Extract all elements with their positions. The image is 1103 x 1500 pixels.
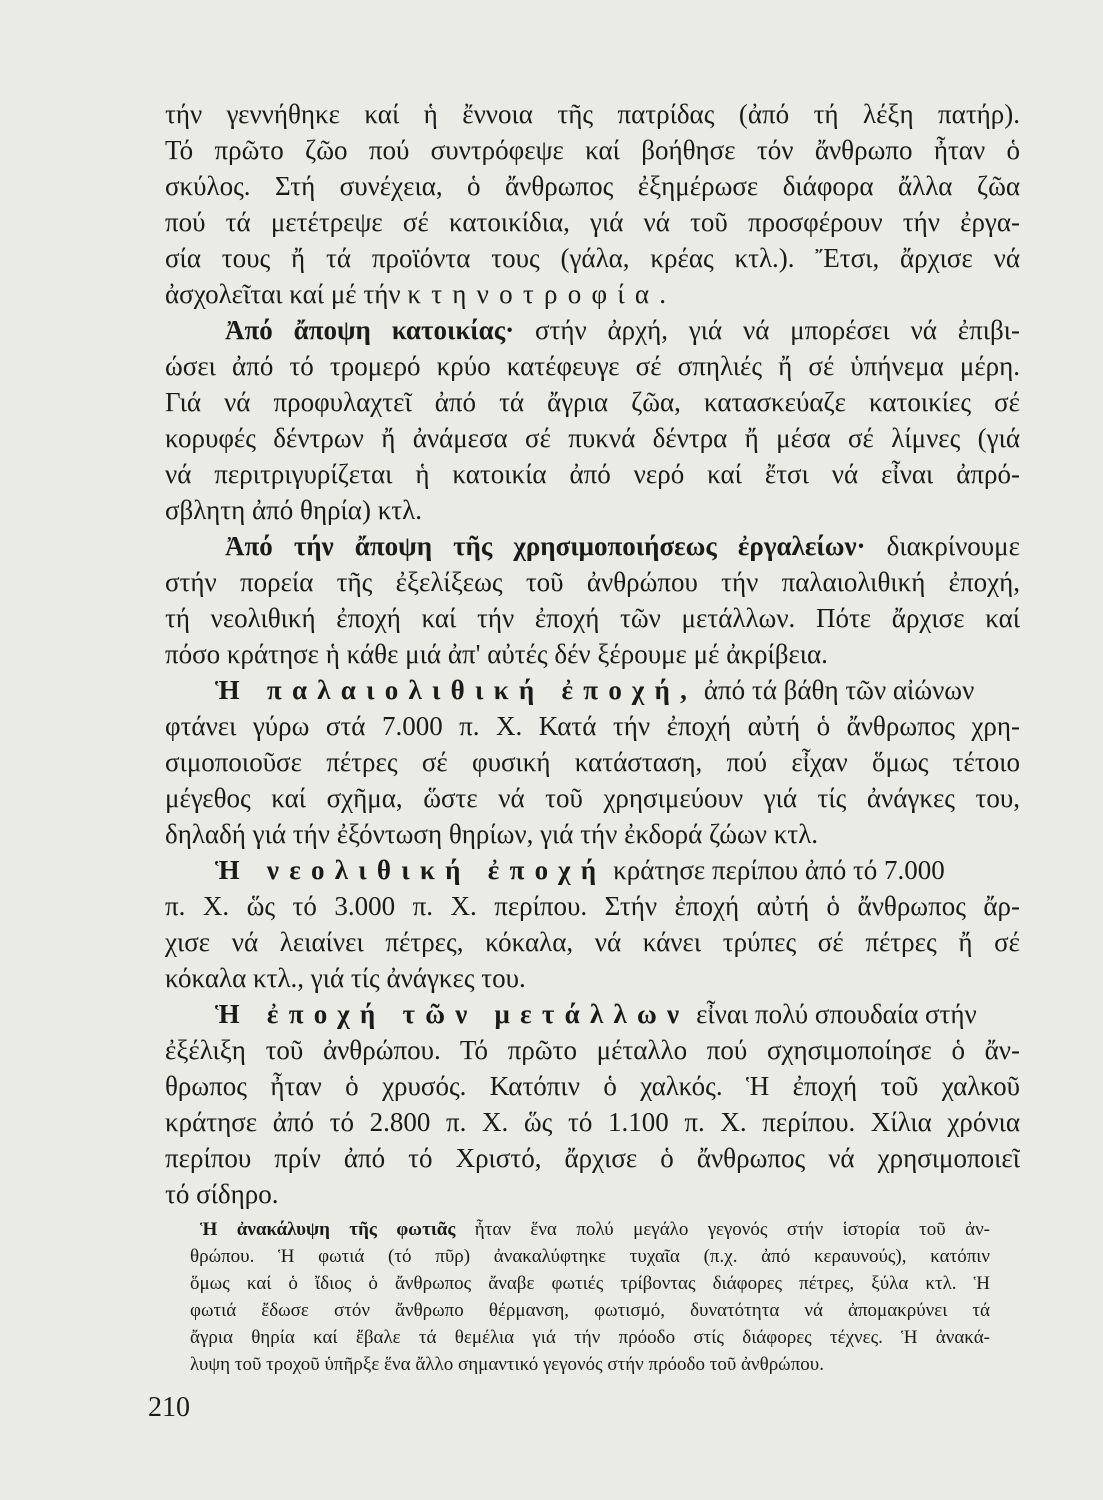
text-line: σιμοποιοῦσε πέτρες σέ φυσική κατάσταση, πού εἶχαν ὅμως τέτοιο bbox=[165, 747, 1020, 777]
text-segment: ἀπό τά βάθη τῶν αἰώνων bbox=[703, 675, 975, 705]
text-line: σβλητη ἀπό θηρία) κτλ. bbox=[165, 495, 422, 525]
section-heading-paleolithic: Ἡ παλαιολιθική ἐποχή, bbox=[215, 675, 698, 705]
text-line: π. Χ. ὥς τό 3.000 π. Χ. περίπου. Στήν ἐποχή αὐτή ὁ ἄνθρωπος ἄρ- bbox=[165, 891, 1020, 921]
text-line: πόσο κράτησε ἡ κάθε μιά ἀπ' αὐτές δέν ξέρουμε μέ ἀκρίβεια. bbox=[165, 639, 828, 669]
text-segment: κράτησε περίπου ἀπό τό 7.000 bbox=[613, 855, 945, 885]
text-line: νά περιτριγυρίζεται ἡ κατοικία ἀπό νερό καί ἔτσι νά εἶναι ἀπρό- bbox=[165, 459, 1020, 489]
text-line: πού τά μετέτρεψε σέ κατοικίδια, γιά νά τοῦ προσφέρουν τήν ἐργα- bbox=[165, 207, 1020, 237]
text-line: χισε νά λειαίνει πέτρες, κόκαλα, νά κάνει τρύπες σέ πέτρες ἤ σέ bbox=[165, 927, 1020, 957]
footnote-heading-fire: Ἡ ἀνακάλυψη τῆς φωτιᾶς bbox=[200, 1219, 456, 1240]
text-segment: ἦταν ἕνα πολύ μεγάλο γεγονός στήν ἱστορία τοῦ ἀν- bbox=[474, 1219, 990, 1240]
paragraph-opening-line bbox=[225, 530, 1020, 562]
footnote-line: φωτιά ἔδωσε στόν ἄνθρωπο θέρμανση, φωτισμό, δυνατότητα νά ἀπομακρύνει τά bbox=[190, 1300, 990, 1321]
text-line: ἐξέλιξη τοῦ ἀνθρώπου. Τό πρῶτο μέταλλο πού σχησιμοποίησε ὁ ἄν- bbox=[165, 1035, 1020, 1065]
section-heading-tools: Ἀπό τήν ἄποψη τῆς χρησιμοποιήσεως ἐργαλείων· bbox=[225, 531, 866, 561]
text-line: τή νεολιθική ἐποχή καί τήν ἐποχή τῶν μετάλλων. Πότε ἄρχισε καί bbox=[165, 603, 1020, 633]
text-line: σία τους ἤ τά προϊόντα τους (γάλα, κρέας κτλ.). Ἔτσι, ἄρχισε νά bbox=[165, 243, 1020, 273]
text-segment: ἀσχολεῖται καί μέ τήν bbox=[165, 279, 401, 309]
text-line: θρωπος ἦταν ὁ χρυσός. Κατόπιν ὁ χαλκός. Ἡ ἐποχή τοῦ χαλκοῦ bbox=[165, 1071, 1020, 1101]
footnote-line: θρώπου. Ἡ φωτιά (τό πῦρ) ἀνακαλύφτηκε τυχαῖα (π.χ. ἀπό κεραυνούς), κατόπιν bbox=[190, 1246, 990, 1267]
text-line: δηλαδή γιά τήν ἐξόντωση θηρίων, γιά τήν ἐκδορά ζώων κτλ. bbox=[165, 819, 819, 849]
footnote-line: ἄγρια θηρία καί ἔβαλε τά θεμέλια γιά τήν πρόοδο στίς διάφορες τέχνες. Ἡ ἀνακά- bbox=[190, 1327, 990, 1348]
text-line: τήν γεννήθηκε καί ἡ ἔννοια τῆς πατρίδας (ἀπό τή λέξη πατήρ). bbox=[165, 99, 1020, 129]
text-segment: στήν ἀρχή, γιά νά μπορέσει νά ἐπιβι- bbox=[534, 315, 1020, 345]
text-line: Γιά νά προφυλαχτεῖ ἀπό τά ἄγρια ζῶα, κατασκεύαζε κατοικίες σέ bbox=[165, 387, 1020, 417]
text-line: σκύλος. Στή συνέχεια, ὁ ἄνθρωπος ἐξημέρωσε διάφορα ἄλλα ζῶα bbox=[165, 171, 1020, 201]
term-ktinotrofia: κτηνοτροφία. bbox=[407, 279, 677, 309]
text-line bbox=[165, 278, 1020, 310]
page-number: 210 bbox=[148, 1392, 190, 1423]
text-line: περίπου πρίν ἀπό τό Χριστό, ἄρχισε ὁ ἄνθρωπος νά χρησιμοποιεῖ bbox=[165, 1143, 1020, 1173]
section-heading-metals: Ἡ ἐποχή τῶν μετάλλων bbox=[215, 999, 690, 1029]
text-segment: εἶναι πολύ σπουδαία στήν bbox=[696, 999, 977, 1029]
section-heading-neolithic: Ἡ νεολιθική ἐποχή bbox=[215, 855, 607, 885]
text-line: μέγεθος καί σχῆμα, ὥστε νά τοῦ χρησιμεύουν γιά τίς ἀνάγκες του, bbox=[165, 783, 1020, 813]
text-line: φτάνει γύρω στά 7.000 π. Χ. Κατά τήν ἐποχή αὐτή ὁ ἄνθρωπος χρη- bbox=[165, 711, 1020, 741]
paragraph-opening-line bbox=[215, 674, 1020, 706]
paragraph-opening-line bbox=[225, 314, 1020, 346]
text-line: κράτησε ἀπό τό 2.800 π. Χ. ὥς τό 1.100 π. Χ. περίπου. Χίλια χρόνια bbox=[165, 1107, 1020, 1137]
text-line: κορυφές δέντρων ἤ ἀνάμεσα σέ πυκνά δέντρα ἤ μέσα σέ λίμνες (γιά bbox=[165, 423, 1020, 453]
text-line: κόκαλα κτλ., γιά τίς ἀνάγκες του. bbox=[165, 963, 526, 993]
text-line: Τό πρῶτο ζῶο πού συντρόφεψε καί βοήθησε τόν ἄνθρωπο ἦταν ὁ bbox=[165, 135, 1020, 165]
paragraph-opening-line bbox=[215, 854, 1020, 886]
text-segment: διακρίνουμε bbox=[886, 531, 1020, 561]
text-line: ώσει ἀπό τό τρομερό κρύο κατέφευγε σέ σπηλιές ἤ σέ ὑπήνεμα μέρη. bbox=[165, 351, 1020, 381]
footnote-line: λυψη τοῦ τροχοῦ ὑπῆρξε ἕνα ἄλλο σημαντικό γεγονός στήν πρόοδο τοῦ ἀνθρώπου. bbox=[190, 1354, 824, 1375]
footnote-line: ὅμως καί ὁ ἴδιος ὁ ἄνθρωπος ἄναβε φωτιές τρίβοντας διάφορες πέτρες, ξύλα κτλ. Ἡ bbox=[190, 1273, 990, 1294]
footnote-opening-line bbox=[200, 1217, 990, 1242]
paragraph-opening-line bbox=[215, 998, 1020, 1030]
section-heading-dwelling: Ἀπό ἄποψη κατοικίας· bbox=[225, 315, 515, 345]
text-line: στήν πορεία τῆς ἐξελίξεως τοῦ ἀνθρώπου τήν παλαιολιθική ἐποχή, bbox=[165, 567, 1020, 597]
text-line: τό σίδηρο. bbox=[165, 1179, 279, 1209]
